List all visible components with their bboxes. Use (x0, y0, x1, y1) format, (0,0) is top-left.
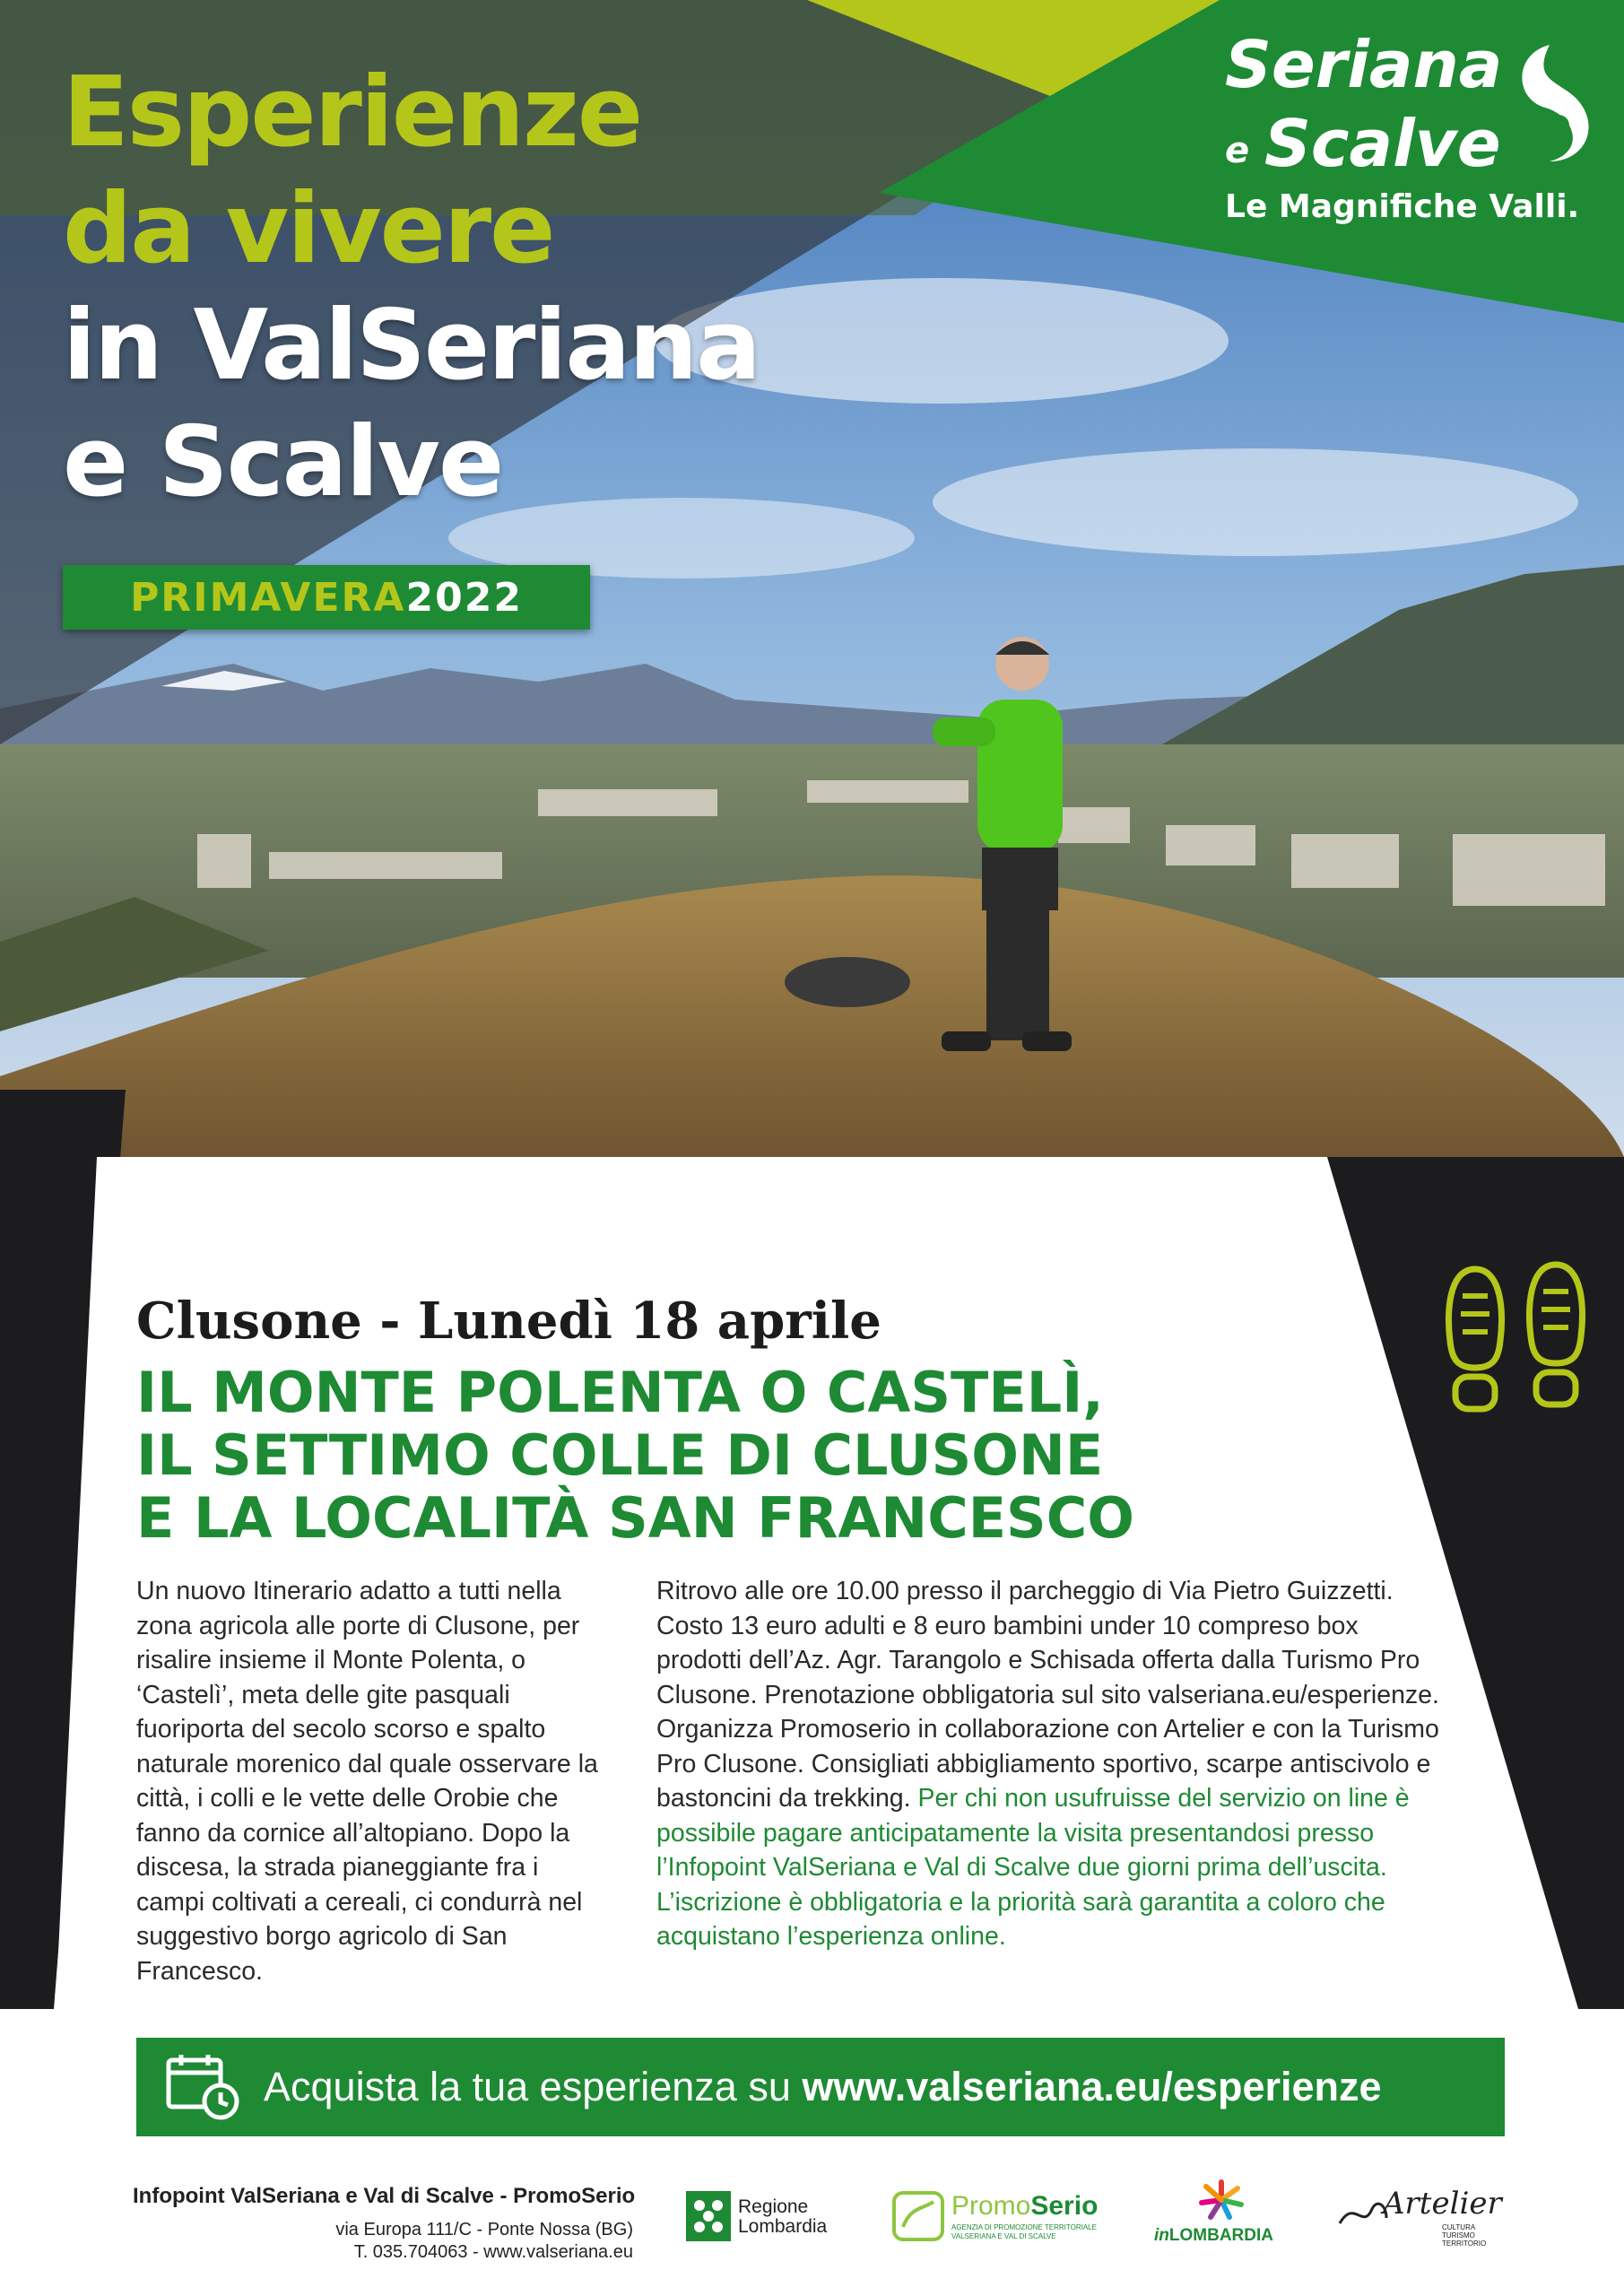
event-description-right (656, 1574, 1446, 1954)
event-description-left: Un nuovo Itinerario adatto a tutti nella zona agricola alle porte di Clusone, per risalire insieme il Monte Polenta, o ‘Castelì’, meta delle gite pasquali fuoriporta del secolo scorso e spalto naturale morenico dal quale osservare la città, i colli e le vette delle Orobie che fanno da cornice all’altopiano. Dopo la discesa, la strada pianeggiante fra i campi coltivati a cereali, ci condurrà nel suggestivo borgo agricolo di San Francesco. (136, 1577, 598, 1986)
cta-text (264, 2064, 1382, 2110)
event-title-line-2: IL SETTIMO COLLE DI CLUSONE (136, 1422, 1104, 1488)
cta-bar[interactable] (136, 2038, 1505, 2136)
promoserio-name (951, 2191, 1098, 2222)
regione-lombardia-icon (686, 2191, 731, 2241)
calendar-clock-icon (163, 2051, 244, 2123)
brand-tagline: Le Magnifiche Valli. (1225, 188, 1580, 225)
artelier-logo (1336, 2184, 1507, 2256)
inlombardia-logo (1152, 2179, 1296, 2251)
title-line-4: e Scalve (63, 406, 503, 518)
season-badge (63, 565, 590, 630)
regione-lombardia-logo (686, 2191, 856, 2245)
brand-name-line1: Seriana (1225, 27, 1503, 102)
promoserio-icon (892, 2191, 944, 2241)
promoserio-name-b: Serio (1030, 2191, 1099, 2221)
event-title-line-3: E LA LOCALITÀ SAN FRANCESCO (136, 1485, 1134, 1551)
footer-contact: T. 035.704063 - www.valseriana.eu (353, 2242, 633, 2262)
title-line-1: Esperienze (63, 57, 642, 169)
regione-line1: Regione (738, 2196, 809, 2217)
inlombardia-text-a: in (1154, 2226, 1169, 2245)
cta-url-link[interactable]: www.valseriana.eu/esperienze (802, 2064, 1382, 2109)
event-description-right-main: Ritrovo alle ore 10.00 presso il parcheggio di Via Pietro Guizzetti. Costo 13 euro adulti e 8 euro bambini under 10 compreso box prodotti dell’Az. Agr. Tarangolo e Schisada offerta dalla Turismo Pro Clusone. Prenotazione obbligatoria sul sito valseriana.eu/esperienze. Organizza Promoserio in collaborazione con Artelier e con la Turismo Pro Clusone. Consigliati abbigliamento sportivo, scarpe antiscivolo e bastoncini da trekking. (656, 1577, 1439, 1813)
brand-name-line2: Scalve (1264, 106, 1501, 181)
footer-address: via Europa 111/C - Ponte Nossa (BG) (335, 2220, 633, 2239)
promoserio-logo (892, 2191, 1116, 2245)
inlombardia-text-b: LOMBARDIA (1168, 2226, 1273, 2245)
season-year: 2022 (405, 574, 523, 621)
footprints-icon (1439, 1260, 1601, 1417)
title-line-2: da vivere (63, 173, 554, 285)
brand-swirl-icon (1496, 36, 1603, 170)
artelier-sub2: TURISMO (1442, 2231, 1475, 2239)
footer-infopoint: Infopoint ValSeriana e Val di Scalve - PromoSerio (133, 2184, 636, 2208)
artelier-swirl-icon (1336, 2196, 1390, 2232)
inlombardia-text (1154, 2226, 1273, 2246)
artelier-sub3: TERRITORIO (1442, 2239, 1487, 2248)
brand-logo (1220, 27, 1605, 242)
artelier-name: Artelier (1383, 2186, 1502, 2222)
event-description-right-note: Per chi non usufruisse del servizio on line è possibile pagare anticipatamente la visita presentandosi presso l’Infopoint ValSeriana e Val di Scalve due giorni prima dell’uscita. L’iscrizione è obbligatoria e la priorità sarà garantita a coloro che acquistano l’esperienza online. (656, 1784, 1410, 1951)
regione-line2: Lombardia (738, 2216, 828, 2237)
artelier-sub1: CULTURA (1442, 2223, 1476, 2231)
cta-label: Acquista la tua esperienza su (264, 2064, 791, 2109)
inlombardia-star-icon (1197, 2179, 1246, 2221)
promoserio-name-a: Promo (951, 2191, 1031, 2221)
event-place-date: Clusone - Lunedì 18 aprile (136, 1292, 881, 1351)
promoserio-sub2: VALSERIANA E VAL DI SCALVE (951, 2232, 1056, 2240)
brand-name-e: e (1225, 130, 1250, 171)
season-label: PRIMAVERA (130, 574, 406, 621)
event-title-line-1: IL MONTE POLENTA O CASTELÌ, (136, 1360, 1104, 1425)
promoserio-sub1: AGENZIA DI PROMOZIONE TERRITORIALE (951, 2223, 1097, 2231)
title-line-3: in ValSeriana (63, 290, 760, 402)
